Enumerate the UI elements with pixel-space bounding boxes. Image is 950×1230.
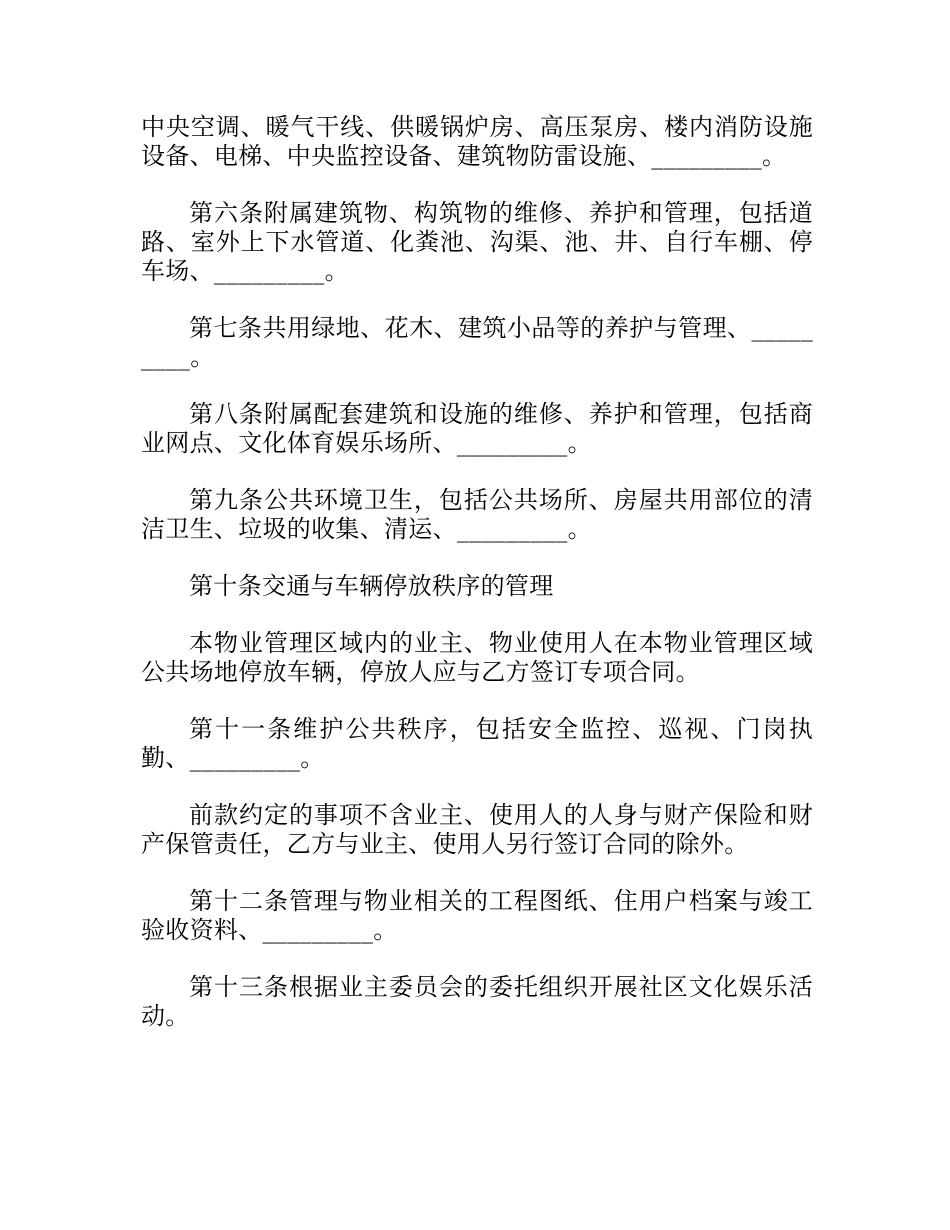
document-body bbox=[141, 113, 813, 1059]
paragraph-article-9: 第九条公共环境卫生，包括公共场所、房屋共用部位的清洁卫生、垃圾的收集、清运、_________。 bbox=[141, 486, 813, 543]
paragraph-article-7: 第七条共用绿地、花木、建筑小品等的养护与管理、_________。 bbox=[141, 314, 813, 371]
paragraph-exclusion-clause: 前款约定的事项不含业主、使用人的人身与财产保险和财产保管责任，乙方与业主、使用人另行签订合同的除外。 bbox=[141, 801, 813, 858]
paragraph-parking-clause: 本物业管理区域内的业主、物业使用人在本物业管理区域公共场地停放车辆，停放人应与乙方签订专项合同。 bbox=[141, 629, 813, 686]
paragraph-article-12: 第十二条管理与物业相关的工程图纸、住用户档案与竣工验收资料、_________。 bbox=[141, 887, 813, 944]
paragraph-article-11: 第十一条维护公共秩序，包括安全监控、巡视、门岗执勤、_________。 bbox=[141, 715, 813, 772]
paragraph-article-8: 第八条附属配套建筑和设施的维修、养护和管理，包括商业网点、文化体育娱乐场所、_________。 bbox=[141, 400, 813, 457]
paragraph-article-13: 第十三条根据业主委员会的委托组织开展社区文化娱乐活动。 bbox=[141, 973, 813, 1030]
paragraph-article-6: 第六条附属建筑物、构筑物的维修、养护和管理，包括道路、室外上下水管道、化粪池、沟渠、池、井、自行车棚、停车场、_________。 bbox=[141, 199, 813, 285]
paragraph-article-10: 第十条交通与车辆停放秩序的管理 bbox=[189, 572, 554, 600]
paragraph-continuation: 中央空调、暖气干线、供暖锅炉房、高压泵房、楼内消防设施设备、电梯、中央监控设备、建筑物防雷设施、_________。 bbox=[141, 113, 813, 170]
